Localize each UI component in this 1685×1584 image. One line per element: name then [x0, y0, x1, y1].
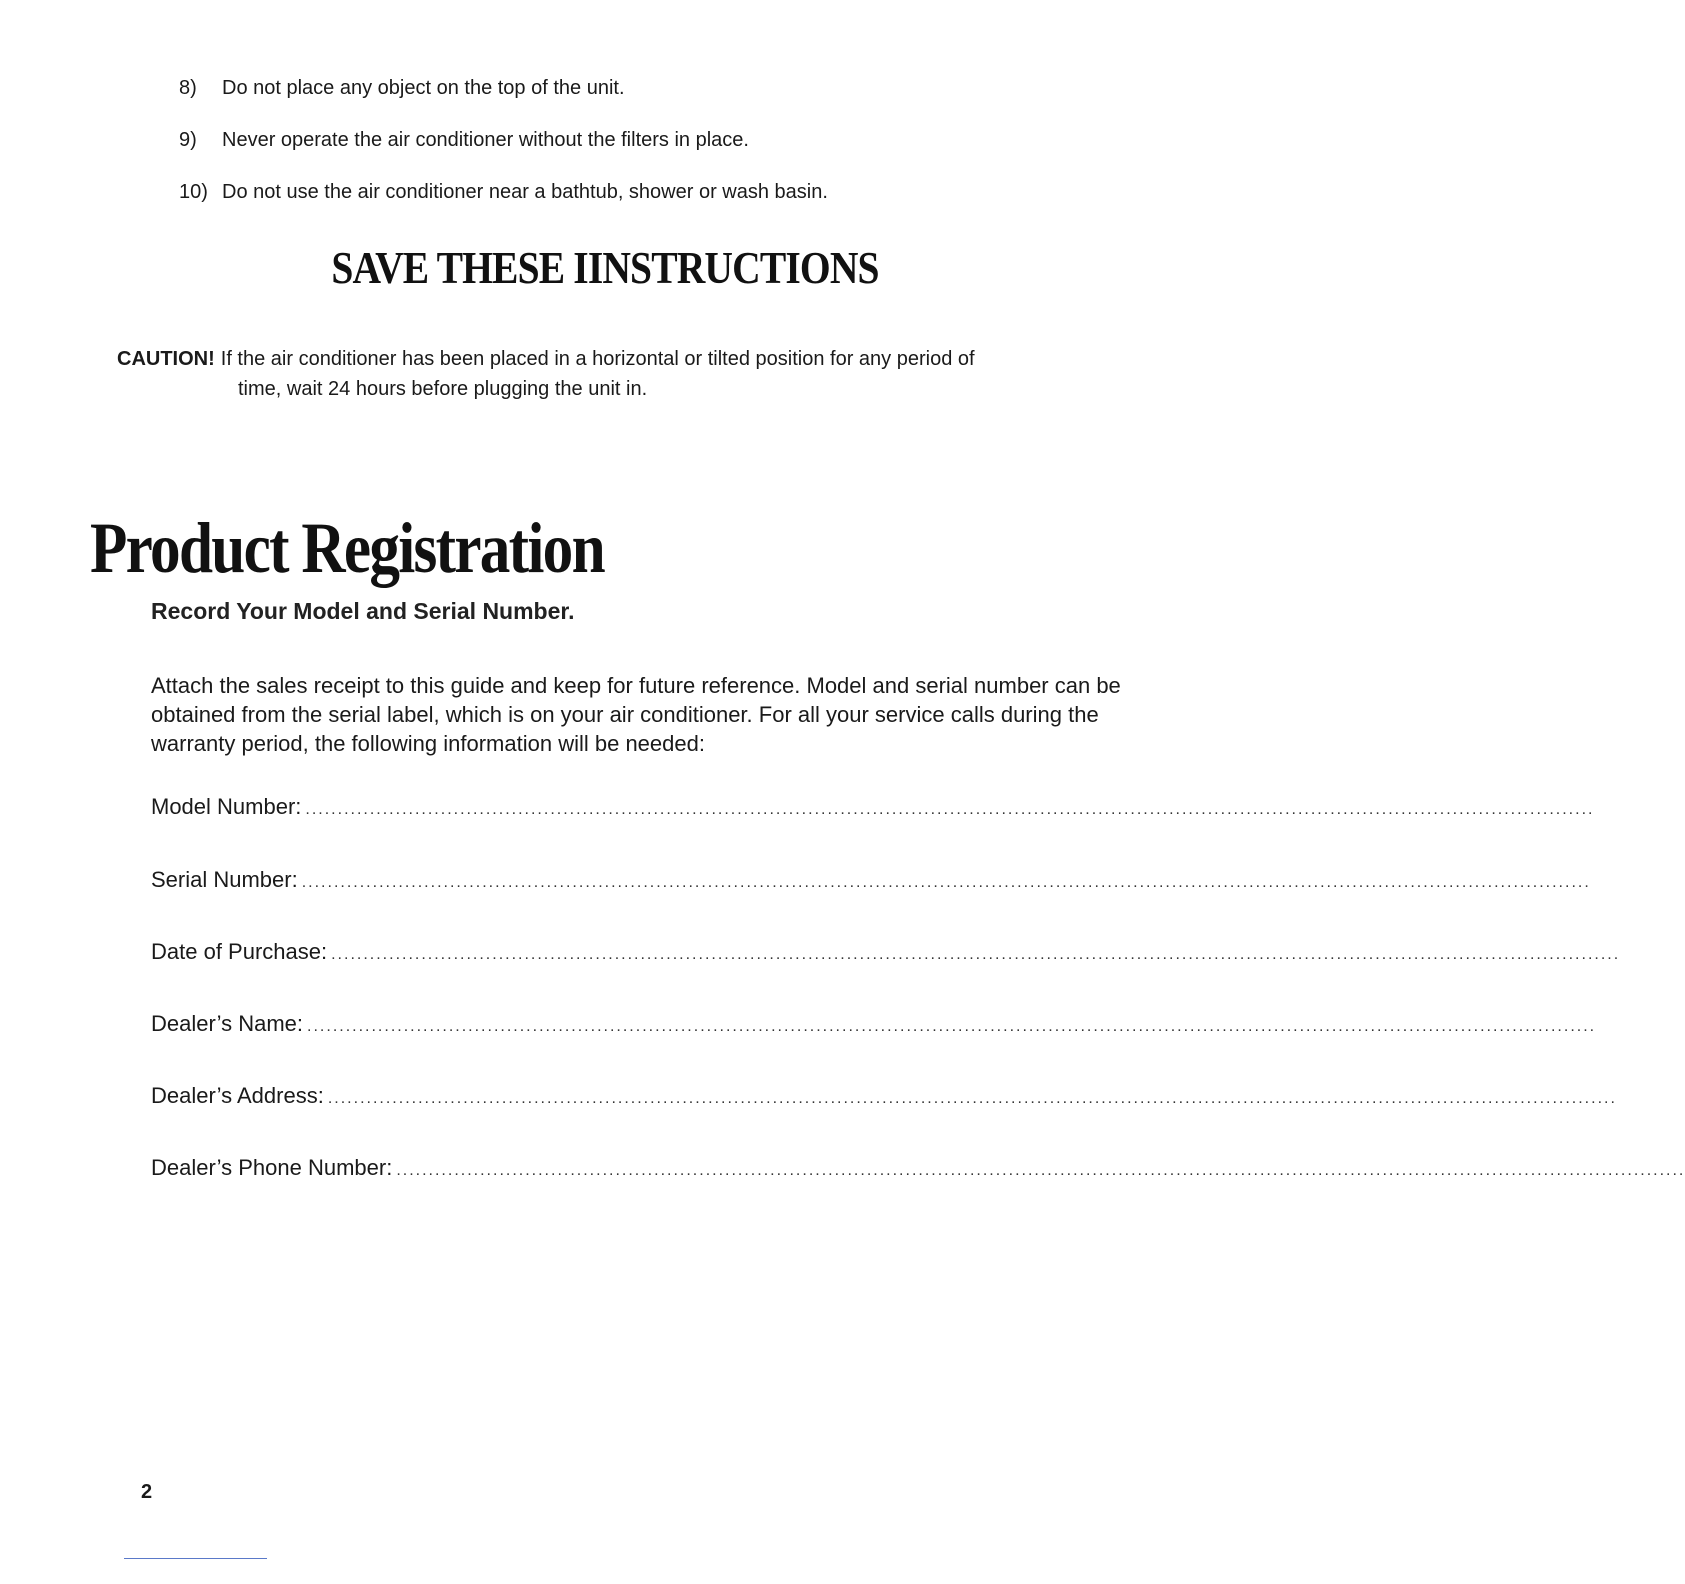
page-number: 2 [141, 1481, 153, 1503]
instruction-item-10 [179, 180, 828, 204]
caution-note [117, 344, 1117, 404]
instruction-number: 10) [179, 181, 208, 203]
serial-number-field[interactable] [151, 865, 1591, 898]
footer-divider [124, 1558, 267, 1559]
instruction-text: Do not place any object on the top of the unit. [222, 77, 625, 99]
fill-in-line[interactable]: ........................................................................................................................................................................................................ [327, 1090, 1617, 1107]
fill-in-line[interactable]: ........................................................................................................................................................................................................ [396, 1162, 1685, 1179]
field-label: Dealer’s Name: [151, 1011, 304, 1036]
save-instructions-heading: SAVE THESE IINSTRUCTIONS [331, 242, 879, 293]
field-label: Dealer’s Phone Number: [151, 1155, 393, 1180]
fill-in-line[interactable]: ........................................................................................................................................................................................................ [307, 1018, 1597, 1035]
registration-paragraph: Attach the sales receipt to this guide and keep for future reference. Model and serial number can be obtained from the serial label, which is on your air conditioner. For all your service calls during the warranty period, the following information will be needed: [151, 673, 1121, 756]
dealers-phone-number-field[interactable] [151, 1153, 1685, 1186]
instruction-item-9 [179, 128, 749, 152]
dealers-address-field[interactable] [151, 1081, 1617, 1114]
instruction-number: 9) [179, 129, 197, 151]
instruction-number: 8) [179, 77, 197, 99]
caution-line-2: time, wait 24 hours before plugging the unit in. [238, 378, 648, 400]
instruction-text: Do not use the air conditioner near a bathtub, shower or wash basin. [222, 181, 828, 203]
date-of-purchase-field[interactable] [151, 937, 1621, 970]
field-label: Date of Purchase: [151, 939, 328, 964]
instruction-text: Never operate the air conditioner without the filters in place. [222, 129, 749, 151]
field-label: Model Number: [151, 794, 302, 819]
model-number-field[interactable] [151, 792, 1595, 825]
caution-label: CAUTION! [117, 348, 215, 370]
instruction-item-8 [179, 76, 625, 100]
caution-line-1: If the air conditioner has been placed in a horizontal or tilted position for any period of [220, 348, 975, 370]
field-label: Serial Number: [151, 867, 298, 892]
product-registration-title: Product Registration [90, 508, 604, 588]
registration-subtitle: Record Your Model and Serial Number. [151, 598, 575, 624]
field-label: Dealer’s Address: [151, 1083, 324, 1108]
fill-in-line[interactable]: ........................................................................................................................................................................................................ [331, 946, 1621, 963]
fill-in-line[interactable]: ........................................................................................................................................................................................................ [301, 874, 1591, 891]
fill-in-line[interactable]: ........................................................................................................................................................................................................ [305, 801, 1595, 818]
dealers-name-field[interactable] [151, 1009, 1597, 1042]
